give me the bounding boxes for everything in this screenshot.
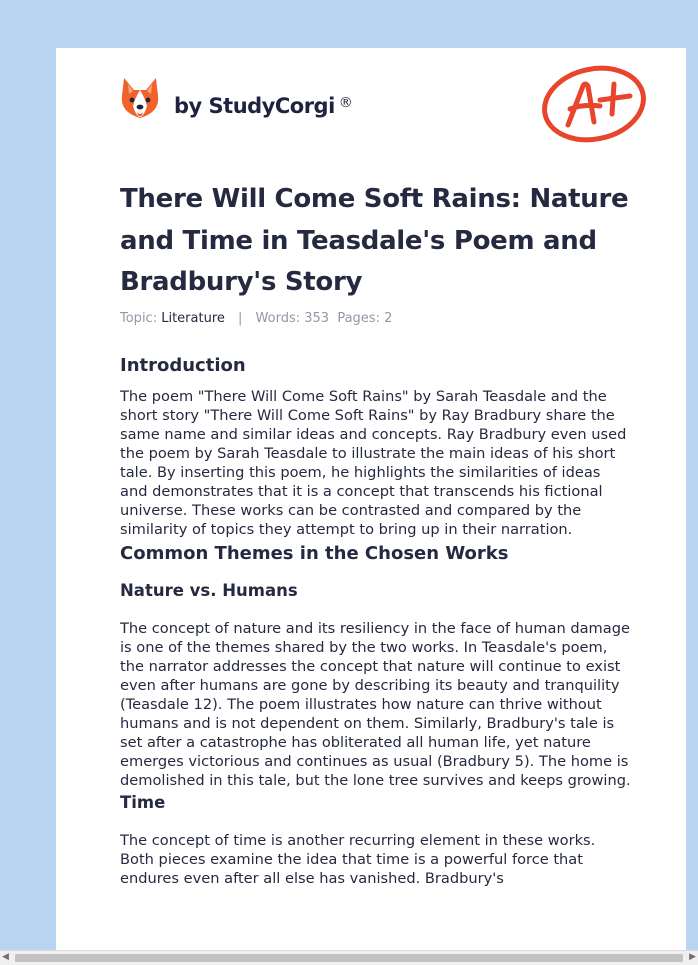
section-heading-common-themes: Common Themes in the Chosen Works xyxy=(120,543,509,564)
document-page xyxy=(56,48,686,950)
paragraph-introduction: The poem "There Will Come Soft Rains" by Sarah Teasdale and the short story "There Will Come Soft Rains" by Ray Bradbury share the same name and similar ideas and concepts. Ray Bradbury even used the poem by Sarah Teasdale to illustrate the main ideas of his short tale. By inserting this poem, he highlights the similarities of ideas and demonstrates that it is a concept that transcends his fictional universe. These works can be contrasted and compared by the similarity of topics they attempt to bring up in their narration. xyxy=(120,388,627,538)
registered-mark: ® xyxy=(338,95,353,111)
corgi-logo-icon xyxy=(120,76,160,120)
paragraph-nature: The concept of nature and its resiliency in the face of human damage is one of the themes shared by the two works. In Teasdale's poem, the narrator addresses the concept that nature will continue to exist even after humans are gone by describing its beauty and tranquility (Teasdale 12). The poem illustrates how nature can thrive without humans and is not dependent on them. Similarly, Bradbury's tale is set after a catastrophe has obliterated all human life, yet nature emerges victorious and continues as usual (Bradbury 5). The home is demolished in this tale, but the lone tree survives and keeps growing. xyxy=(120,620,631,789)
article-meta xyxy=(120,311,392,326)
scroll-left-icon[interactable]: ◀ xyxy=(2,952,9,962)
grade-a-plus-icon xyxy=(538,62,650,144)
horizontal-scrollbar[interactable] xyxy=(0,950,698,965)
paragraph-time: The concept of time is another recurring element in these works. Both pieces examine the idea that time is a powerful force that endures even after all else has vanished. Bradbury's xyxy=(120,832,596,887)
brand-name[interactable] xyxy=(174,94,352,118)
header xyxy=(120,76,650,146)
article-body xyxy=(120,353,632,888)
word-count: Words: 353 xyxy=(255,311,330,326)
meta-separator: | xyxy=(238,311,243,326)
section-heading-introduction: Introduction xyxy=(120,355,246,376)
topic-label: Topic: xyxy=(120,311,158,326)
topic-link[interactable]: Literature xyxy=(161,311,225,326)
brand-text: by StudyCorgi xyxy=(174,94,335,118)
page-count: Pages: 2 xyxy=(337,311,393,326)
subheading-nature-vs-humans: Nature vs. Humans xyxy=(120,581,298,600)
article-title: There Will Come Soft Rains: Nature and Time in Teasdale's Poem and Bradbury's Story xyxy=(120,184,629,297)
subheading-time: Time xyxy=(120,793,166,812)
scroll-right-icon[interactable]: ▶ xyxy=(689,952,696,962)
scrollbar-thumb[interactable] xyxy=(15,954,683,962)
